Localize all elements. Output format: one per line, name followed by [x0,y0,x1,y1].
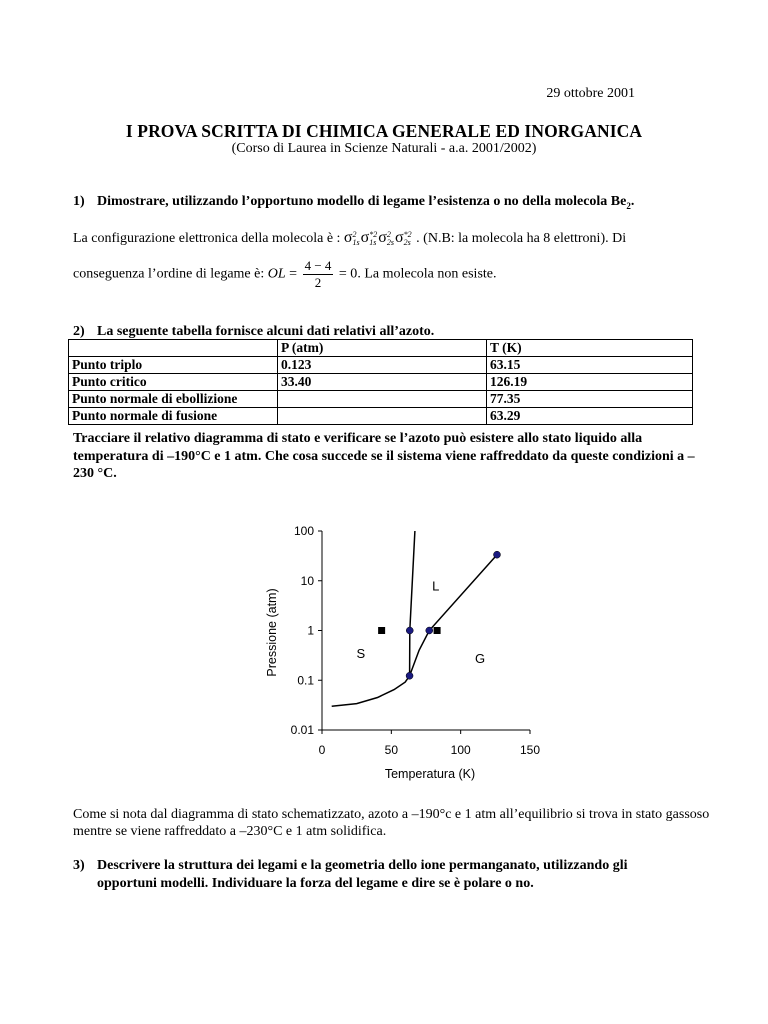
table-header-cell [69,340,278,357]
question-1-number: 1) [73,194,85,209]
ol-label: OL [267,266,286,282]
sublimation-curve [332,676,410,707]
table-row [69,408,693,425]
question-1-text: Dimostrare, utilizzando l’opportuno modello di legame l’esistenza o no della molecola Be [97,194,627,209]
sigma-superscript: *2 [403,229,412,239]
exam-date: 29 ottobre 2001 [546,86,635,101]
phase-diagram [250,515,550,790]
question-1 [73,193,634,215]
table-cell [278,408,487,425]
sigma-symbol: σ [378,229,387,246]
region-label: G [475,651,486,667]
sigma-subscript: 2s [403,237,411,247]
order-intro: conseguenza l’ordine di legame è: [73,266,265,282]
table-cell: 77.35 [487,391,693,408]
x-axis-title: Temperatura (K) [384,767,476,781]
table-row [69,357,693,374]
sigma-superscript: 2 [352,229,357,239]
sigma-symbol: σ [343,229,353,246]
sigma-subscript: 1s [369,237,377,247]
sigma-term [361,229,378,248]
table-cell: 33.40 [278,374,487,391]
x-tick-label: 100 [450,743,471,757]
ol-numerator: 4 − 4 [304,258,332,273]
exam-subtitle: (Corso di Laurea in Scienze Naturali - a.a. 2001/2002) [231,141,537,156]
question-1-end: . [630,194,635,209]
sigma-term [395,229,412,248]
ol-result: = 0 [338,266,358,282]
sigma-superscript: *2 [369,229,378,239]
table-row [69,374,693,391]
electron-configuration [73,229,626,248]
table-cell: Punto critico [69,374,278,391]
table-cell: 63.29 [487,408,693,425]
sigma-subscript: 1s [352,237,360,247]
ol-fraction [303,258,334,291]
question-1-subscript: 2 [626,200,631,211]
circle-marker [493,551,500,558]
sigma-symbol: σ [395,229,404,246]
x-tick-label: 150 [519,743,541,757]
x-tick-label: 50 [384,743,399,757]
circle-marker [426,627,433,634]
table-cell: Punto normale di ebollizione [69,391,278,408]
config-terms [344,231,413,246]
fusion-curve [410,531,415,676]
ol-denominator: 2 [314,275,322,290]
table-cell [278,391,487,408]
question-2-number: 2) [73,324,85,339]
question-3-line2: opportuni modelli. Individuare la forza del legame e dire se è polare o no. [97,875,534,891]
region-label: L [432,578,440,594]
y-tick-label: 100 [293,524,314,538]
table-header-cell: T (K) [487,340,693,357]
square-marker [434,627,441,634]
y-tick-label: 0.01 [290,723,314,737]
y-axis-title: Pressione (atm) [265,588,279,677]
sigma-superscript: 2 [386,229,391,239]
table-header-cell: P (atm) [278,340,487,357]
table-header-row [69,340,693,357]
circle-marker [406,672,413,679]
sigma-term [378,229,394,248]
table-cell: 0.123 [278,357,487,374]
x-tick-label: 0 [318,743,326,757]
question-2-task: Tracciare il relativo diagramma di stato e verificare se l’azoto può esistere allo stato liquido alla temperatura di –190°C e 1 atm. Che cosa succede se il sistema viene raffreddato da queste condizioni a –230 °C. [73,431,695,481]
question-3-number: 3) [73,858,85,873]
square-marker [378,627,385,634]
region-label: S [356,646,366,662]
question-2-text: La seguente tabella fornisce alcuni dati relativi all’azoto. [97,324,435,339]
question-3 [73,857,723,892]
y-tick-label: 0.1 [297,673,314,688]
config-note: . (N.B: la molecola ha 8 elettroni). Di [416,231,627,246]
circle-marker [406,627,413,634]
sigma-subscript: 2s [386,237,395,247]
table-cell: Punto normale di fusione [69,408,278,425]
y-tick-label: 10 [300,573,314,588]
table-row [69,391,693,408]
table-cell: Punto triplo [69,357,278,374]
bond-order-line: conseguenza l’ordine di legame è: OL = $\frac{4 - 4}{2}$ = 0. La molecola non esiste. [73,258,497,290]
config-intro: La configurazione elettronica della molecola è : [73,231,341,246]
table-cell: 63.15 [487,357,693,374]
question-3-line1: Descrivere la struttura dei legami e la geometria dello ione permanganato, utilizzando gli [97,858,628,873]
exam-title: I PROVA SCRITTA DI CHIMICA GENERALE ED INORGANICA [125,121,643,141]
nitrogen-data-table [68,339,693,425]
answer-comment: Come si nota dal diagramma di stato schematizzato, azoto a –190°c e 1 atm all’equilibrio si trova in stato gassoso mentre se viene raffreddato a –230°C e 1 atm solidifica. [73,807,710,839]
order-end: . La molecola non esiste. [357,266,497,282]
sigma-term [344,229,360,248]
y-tick-label: 1 [307,623,314,638]
table-cell: 126.19 [487,374,693,391]
sigma-symbol: σ [360,229,370,246]
